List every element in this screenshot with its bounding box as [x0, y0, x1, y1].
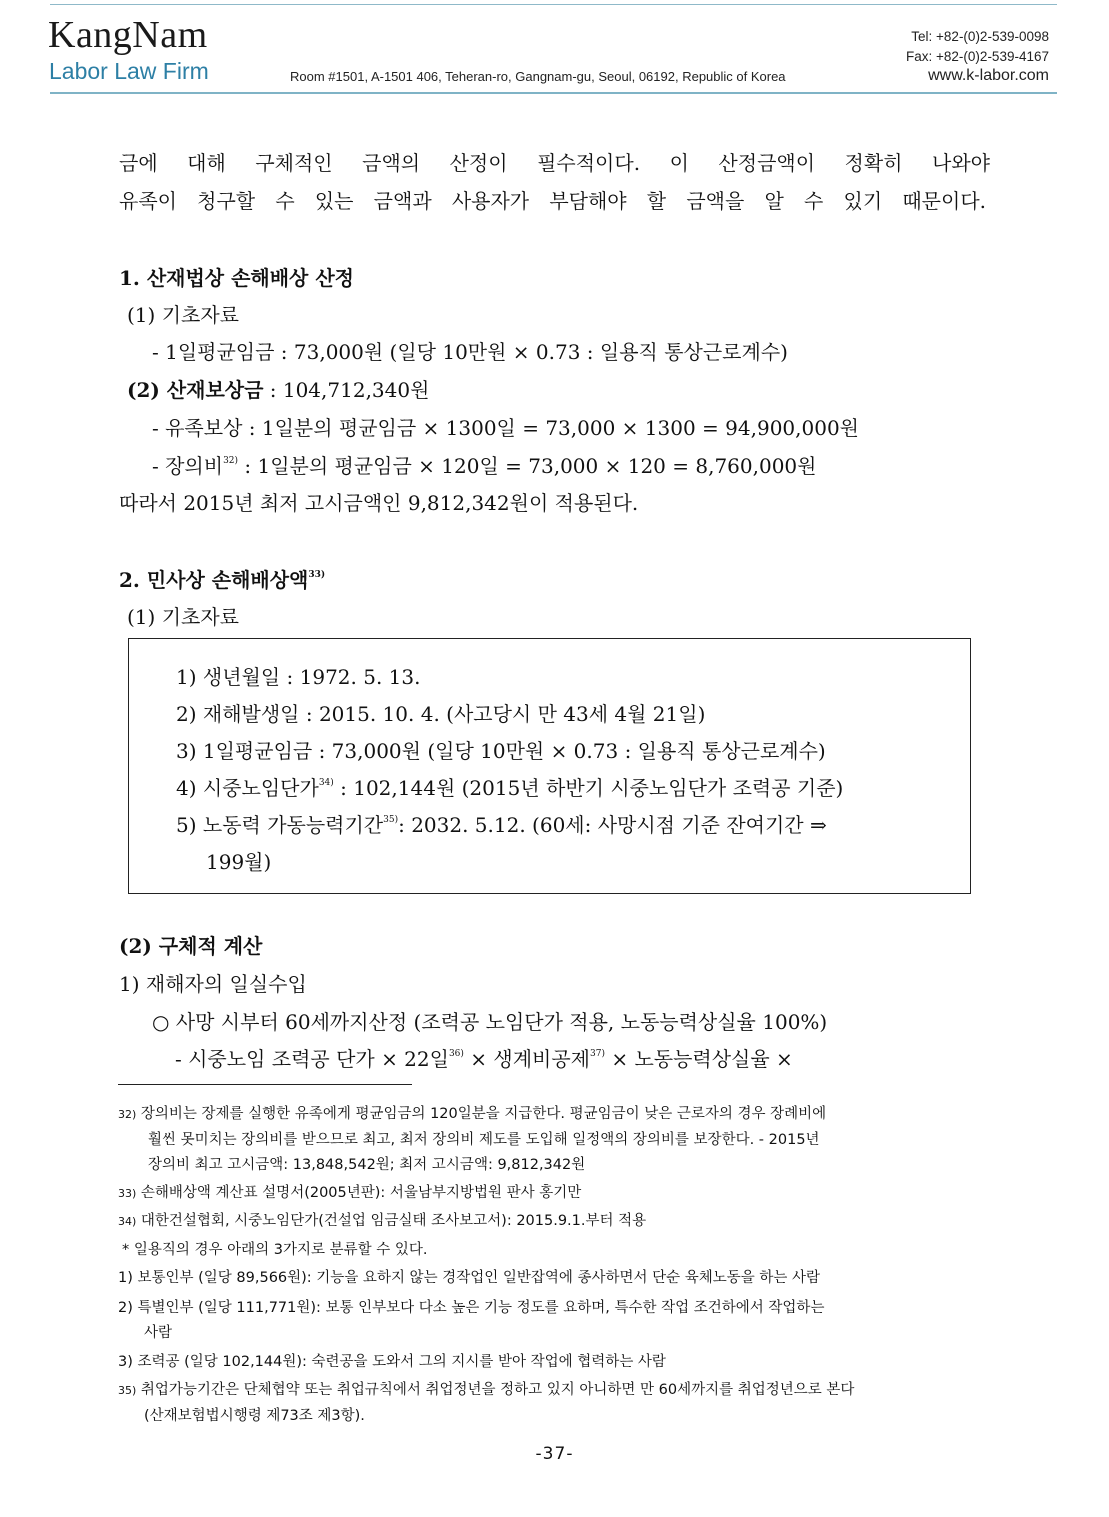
footnote-32-number: 32) — [118, 1108, 137, 1121]
footnote-note-1: 1) 보통인부 (일당 89,566원): 기능을 요하지 않는 경작업인 일반잡역에 종사하면서 단순 육체노동을 하는 사람 — [118, 1270, 821, 1286]
footnote-ref-32: 32) — [223, 456, 239, 466]
firm-website: www.k-labor.com — [928, 67, 1049, 84]
calc-formula-b: × 생계비공제 — [463, 1047, 590, 1071]
funeral-rest: : 1일분의 평균임금 × 120일 = 73,000 × 120 = 8,760,000원 — [238, 454, 817, 478]
footnote-ref-34: 34) — [318, 778, 334, 788]
footnote-32-text-1: 장의비는 장제를 실행한 유족에게 평균임금의 120일분을 지급한다. 평균임금이 낮은 근로자의 경우 장례비에 — [140, 1106, 827, 1122]
market-wage-rest: : 102,144원 (2015년 하반기 시중노임단가 조력공 기준) — [333, 776, 844, 800]
footnote-ref-33: 33) — [308, 570, 326, 580]
calc-item-lost-income: 1) 재해자의 일실수입 — [119, 972, 307, 996]
footnote-33 — [118, 1181, 581, 1202]
section2-sub1-heading: (1) 기초자료 — [127, 605, 239, 629]
section2-heading — [119, 564, 325, 593]
footnote-note-2-line-1: 2) 특별인부 (일당 111,771원): 보통 인부보다 다소 높은 기능 정도를 요하며, 특수한 작업 조건하에서 작업하는 — [118, 1300, 825, 1316]
section1-avg-wage-item: - 1일평균임금 : 73,000원 (일당 10만원 × 0.73 : 일용직 통상근로계수) — [152, 340, 788, 364]
footnote-34 — [118, 1209, 646, 1230]
footnote-35-text-1: 취업가능기간은 단체협약 또는 취업규칙에서 취업정년을 정하고 있지 아니하면 만 60세까지를 취업정년으로 본다 — [140, 1382, 855, 1398]
footnote-note-star: * 일용직의 경우 아래의 3가지로 분류할 수 있다. — [122, 1242, 428, 1258]
footnote-34-text: 대한건설협회, 시중노임단가(건설업 임금실태 조사보고서): 2015.9.1.부터 적용 — [140, 1213, 647, 1229]
box-item-working-period — [176, 809, 827, 838]
working-period-rest: : 2032. 5.12. (60세: 사망시점 기준 잔여기간 ⇒ — [398, 813, 827, 837]
working-period-label: 5) 노동력 가동능력기간 — [176, 813, 384, 837]
footnote-33-text: 손해배상액 계산표 설명서(2005년판): 서울남부지방법원 판사 홍기만 — [140, 1185, 582, 1201]
footnote-35-line-1 — [118, 1378, 854, 1399]
footnote-32-line-2: 훨씬 못미치는 장의비를 받으므로 최고, 최저 장의비 제도를 도입해 일정액의 장의비를 보장한다. - 2015년 — [148, 1132, 820, 1148]
firm-tel: Tel: +82-(0)2-539-0098 — [911, 29, 1049, 44]
header-bottom-rule — [50, 92, 1057, 94]
section1-funeral-item — [152, 450, 816, 479]
footnote-ref-36: 36) — [448, 1049, 464, 1059]
section1-conclusion: 따라서 2015년 최저 고시금액인 9,812,342원이 적용된다. — [119, 491, 639, 515]
firm-logo-subtitle: Labor Law Firm — [49, 58, 209, 84]
section1-sub2-line — [127, 374, 429, 403]
footnote-note-3: 3) 조력공 (일당 102,144원): 숙련공을 도와서 그의 지시를 받아 작업에 협력하는 사람 — [118, 1354, 666, 1370]
box-item-accident-date: 2) 재해발생일 : 2015. 10. 4. (사고당시 만 43세 4월 21일) — [176, 702, 706, 726]
footnote-33-number: 33) — [118, 1187, 137, 1200]
footnote-32-line-3: 장의비 최고 고시금액: 13,848,542원; 최저 고시금액: 9,812,342원 — [148, 1157, 586, 1173]
intro-line-1: 금에 대해 구체적인 금액의 산정이 필수적이다. 이 산정금액이 정확히 나와야 — [119, 151, 990, 175]
section1-heading: 1. 산재법상 손해배상 산정 — [119, 266, 354, 290]
firm-address: Room #1501, A-1501 406, Teheran-ro, Gangnam-gu, Seoul, 06192, Republic of Korea — [290, 69, 786, 84]
section1-sub2-heading: (2) 산재보상금 — [127, 378, 264, 402]
page-number: -37- — [535, 1444, 574, 1464]
footnote-separator — [118, 1084, 412, 1085]
footnote-35-number: 35) — [118, 1384, 137, 1397]
header-top-rule — [50, 4, 1057, 5]
footnote-32-line-1 — [118, 1102, 826, 1123]
footnote-ref-35: 35) — [383, 815, 399, 825]
market-wage-label: 4) 시중노임단가 — [176, 776, 319, 800]
section1-sub2-value: : 104,712,340원 — [269, 378, 430, 402]
section2-heading-text: 2. 민사상 손해배상액 — [119, 568, 309, 592]
box-item-birthdate: 1) 생년월일 : 1972. 5. 13. — [176, 665, 421, 689]
funeral-label: - 장의비 — [152, 454, 224, 478]
footnote-note-2-line-2: 사람 — [144, 1325, 173, 1341]
box-item-working-period-cont: 199월) — [206, 850, 272, 874]
calc-formula-c: × 노동능력상실율 × — [604, 1047, 793, 1071]
section1-survivor-item: - 유족보상 : 1일분의 평균임금 × 1300일 = 73,000 × 1300 = 94,900,000원 — [152, 416, 859, 440]
firm-logo-name: KangNam — [48, 14, 208, 56]
calc-formula-a: - 시중노임 조력공 단가 × 22일 — [175, 1047, 449, 1071]
box-item-market-wage — [176, 772, 843, 801]
calc-bullet: ○ 사망 시부터 60세까지산정 (조력공 노임단가 적용, 노동능력상실율 100%) — [152, 1010, 828, 1034]
footnote-ref-37: 37) — [590, 1049, 605, 1059]
footnote-34-number: 34) — [118, 1215, 137, 1228]
box-item-avg-wage: 3) 1일평균임금 : 73,000원 (일당 10만원 × 0.73 : 일용직 통상근로계수) — [176, 739, 826, 763]
section1-sub1-heading: (1) 기초자료 — [127, 303, 239, 327]
calc-formula — [175, 1043, 793, 1072]
footnote-35-line-2: (산재보험법시행령 제73조 제3항). — [144, 1408, 365, 1424]
firm-fax: Fax: +82-(0)2-539-4167 — [906, 49, 1049, 64]
intro-line-2: 유족이 청구할 수 있는 금액과 사용자가 부담해야 할 금액을 알 수 있기 때문이다. — [119, 189, 986, 213]
section2-sub2-heading: (2) 구체적 계산 — [119, 934, 263, 958]
